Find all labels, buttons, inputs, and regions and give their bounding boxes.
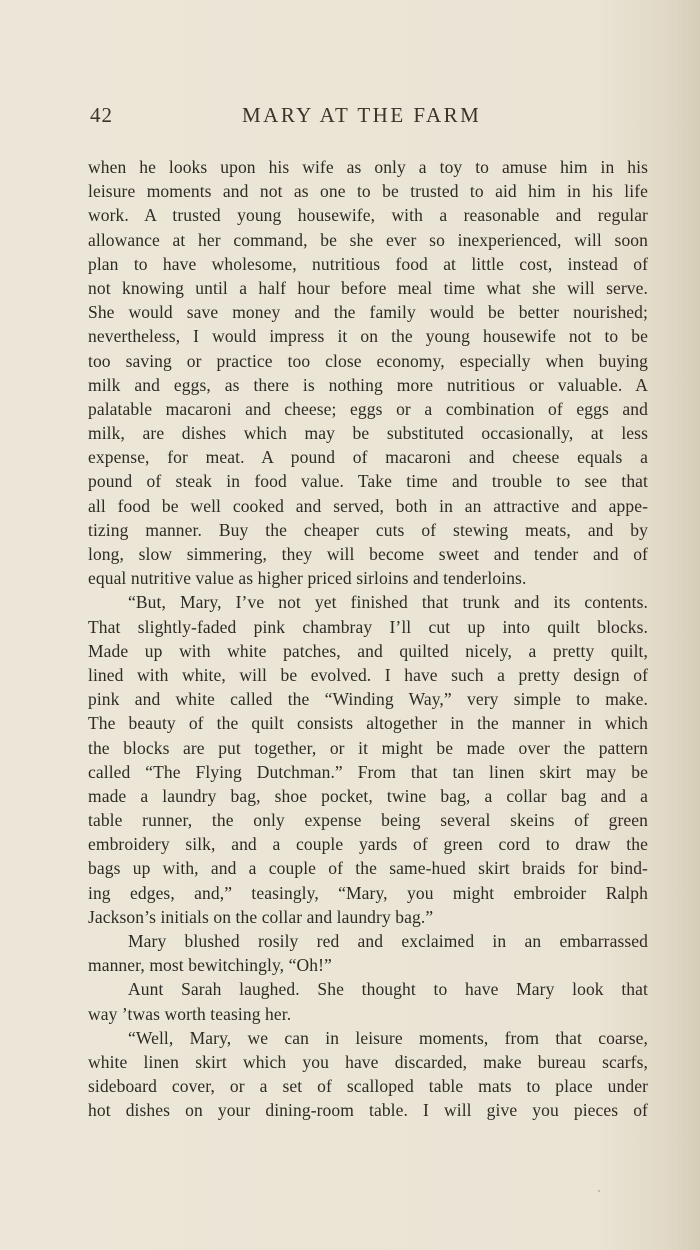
text-line: “But, Mary, I’ve not yet finished that trunk and its contents. [128,592,648,613]
text-line: Made up with white patches, and quilted nicely, a pretty quilt, [88,640,648,661]
text-line: the blocks are put together, or it might be made over the pattern [88,737,648,758]
text-line: allowance at her command, be she ever so inexperienced, will soon [88,229,648,250]
body-text [88,155,648,1123]
text-line: too saving or practice too close economy, especially when buying [88,350,648,371]
text-line: palatable macaroni and cheese; eggs or a combination of eggs and [88,398,648,419]
text-line: ing edges, and,” teasingly, “Mary, you might embroider Ralph [88,882,648,903]
text-line: Jackson’s initials on the collar and laundry bag.” [88,906,434,927]
text-line: Mary blushed rosily red and exclaimed in an embarrassed [128,931,648,951]
text-line: table runner, the only expense being several skeins of green [88,810,648,831]
text-line: manner, most bewitchingly, “Oh!” [88,955,332,976]
text-line: Aunt Sarah laughed. She thought to have Mary look that [128,979,648,1000]
text-line: plan to have wholesome, nutritious food at little cost, instead of [88,253,648,274]
text-line: tizing manner. Buy the cheaper cuts of stewing meats, and by [88,519,648,540]
text-line: leisure moments and not as one to be trusted to aid him in his life [88,181,648,202]
text-line: bags up with, and a couple of the same-hued skirt braids for bind- [88,858,648,879]
text-line: milk and eggs, as there is nothing more nutritious or valuable. A [88,374,648,395]
text-line: not knowing until a half hour before meal time what she will serve. [88,277,648,298]
text-line: pound of steak in food value. Take time and trouble to see that [88,471,648,492]
running-title: MARY AT THE FARM [242,103,482,127]
text-line: milk, are dishes which may be substituted occasionally, at less [88,423,648,444]
text-line: expense, for meat. A pound of macaroni and cheese equals a [88,447,648,468]
text-line: That slightly-faded pink chambray I’ll cut up into quilt blocks. [88,616,648,637]
paper-speck [598,1190,600,1192]
text-line: white linen skirt which you have discarded, make bureau scarfs, [88,1051,648,1072]
text-line: nevertheless, I would impress it on the young housewife not to be [88,326,648,347]
text-line: way ’twas worth teasing her. [88,1003,292,1024]
text-line: made a laundry bag, shoe pocket, twine bag, a collar bag and a [88,785,648,806]
text-line: called “The Flying Dutchman.” From that tan linen skirt may be [88,761,648,782]
page-header [90,103,520,137]
text-line: work. A trusted young housewife, with a reasonable and regular [88,205,648,226]
text-line: “Well, Mary, we can in leisure moments, from that coarse, [128,1027,648,1048]
text-line: sideboard cover, or a set of scalloped table mats to place under [88,1076,648,1097]
text-line: when he looks upon his wife as only a toy to amuse him in his [88,157,648,177]
text-line: all food be well cooked and served, both in an attractive and appe- [88,495,648,516]
text-line: embroidery silk, and a couple yards of green cord to draw the [88,834,648,855]
text-line: pink and white called the “Winding Way,” very simple to make. [88,689,648,710]
text-line: She would save money and the family would be better nourished; [88,302,648,323]
text-line: hot dishes on your dining-room table. I will give you pieces of [88,1100,648,1121]
text-line: The beauty of the quilt consists altogether in the manner in which [88,713,648,734]
text-line: lined with white, will be evolved. I have such a pretty design of [88,664,648,685]
text-line: equal nutritive value as higher priced sirloins and tenderloins. [88,568,527,589]
text-line: long, slow simmering, they will become sweet and tender and of [88,544,648,564]
page-number: 42 [90,103,113,127]
